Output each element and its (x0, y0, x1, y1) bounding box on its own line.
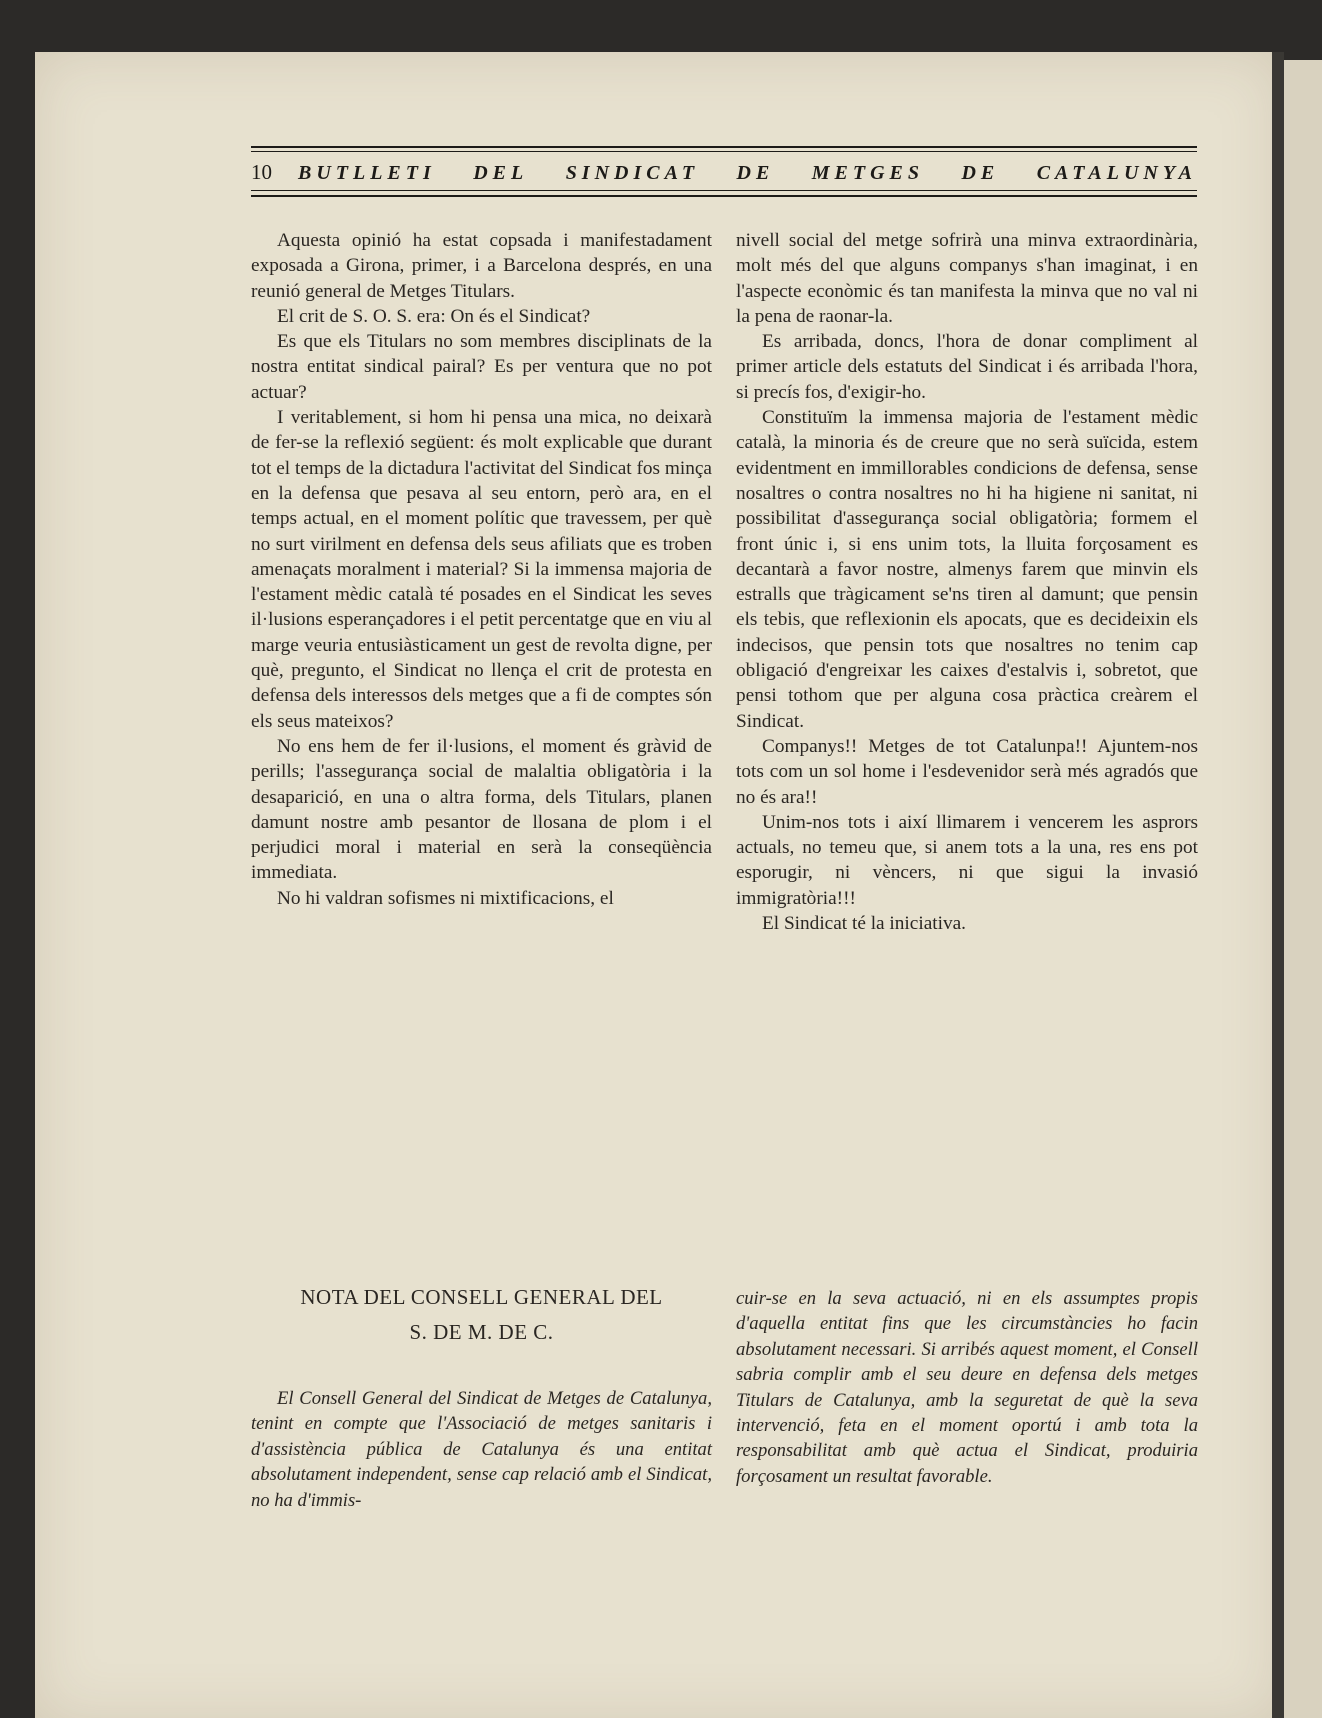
nota-column-left (251, 1386, 712, 1513)
nota-heading (251, 1280, 712, 1350)
masthead-word: DEL (473, 162, 529, 184)
paragraph: Constituïm la immensa majoria de l'estament mèdic català, la minoria és de creure que no serà suïcida, estem evidentment en immillorables condicions de defensa, sense nosaltres o contra nosaltres no hi ha higiene ni sanitat, ni possibilitat d'assegurança social obligatòria; formem el front únic i, si ens unim tots, la lluita forçosament es decantarà a favor nostre, almenys farem que minvin els estralls que tràgicament se'ns tiren al damunt; que pensin els tebis, que reflexionin els apocats, que es decideixin els indecisos, que pensin tots que nosaltres no tenim cap obligació d'engreixar les caixes d'estalvis i, sobretot, que pensi tothom que per alguna cosa pràctica creàrem el Sindicat. (736, 407, 1198, 732)
paragraph: Companys!! Metges de tot Catalunpa!! Ajuntem-nos tots com un sol home i l'esdevenidor serà més agradós que no és ara!! (736, 735, 1198, 808)
paragraph: I veritablement, si hom hi pensa una mica, no deixarà de fer-se la reflexió següent: és molt explicable que durant tot el temps de la dictadura l'activitat del Sindicat fos minça en la defensa que pesava al seu entorn, però ara, en el temps actual, en el moment polític que travessem, per què no surt virilment en defensa dels seus afiliats que es troben amenaçats moralment i material? Si la immensa majoria de l'estament mèdic català té posades en el Sindicat les seves il·lusions esperançadores i el petit percentatge que en viu al marge veuria entusiàsticament un gest de revolta digne, per què, pregunto, el Sindicat no llença el crit de protesta en defensa dels interessos dels metges que a fi de comptes són els seus mateixos? (251, 407, 712, 732)
header-rule-top (251, 146, 1197, 148)
paragraph: Es que els Titulars no som membres disciplinats de la nostra entitat sindical pairal? Es per ventura que no pot actuar? (251, 331, 712, 403)
header-rule-bottom-thin (251, 190, 1197, 191)
paragraph: No ens hem de fer il·lusions, el moment és gràvid de perills; l'assegurança social de malaltia obligatòria i la desaparició, en una o altra forma, dels Titulars, planen damunt nostre amb pesantor de llosana de plom i el perjudici moral i material en serà la conseqüència immediata. (251, 735, 712, 884)
page-gutter (1272, 52, 1284, 1718)
masthead-word: SINDICAT (565, 162, 700, 184)
page-header (251, 146, 1197, 198)
header-rule-top-thin (251, 151, 1197, 152)
page-number: 10 (251, 160, 272, 184)
paragraph: El Sindicat té la iniciativa. (762, 913, 966, 935)
nota-paragraph: El Consell General del Sindicat de Metges de Catalunya, tenint en compte que l'Associació de metges sanitaris i d'assistència pública de Catalunya és una entitat absolutament independent, sense cap relació amb el Sindicat, no ha d'immis- (251, 1388, 712, 1511)
nota-column-right (736, 1286, 1198, 1489)
paragraph: Unim-nos tots i així llimarem i vencerem les asprors actuals, no temeu que, si anem tots a la una, res ens pot esporugir, ni vèncers, ni que sigui la invasió immigratòria!!! (736, 811, 1198, 909)
article-column-left (251, 228, 712, 911)
nota-heading-line: S. DE M. DE C. (409, 1320, 554, 1344)
header-text (251, 160, 1197, 185)
masthead-word: CATALUNYA (1036, 162, 1197, 184)
paragraph-continuation: nivell social del metge sofrirà una minva extraordinària, molt més del que alguns companys s'han imaginat, i en l'aspecte econòmic és tan manifesta la minva que no val ni la pena de raonar-la. (736, 230, 1198, 327)
masthead-word: DE (961, 162, 1000, 184)
paragraph: No hi valdran sofismes ni mixtificacions, el (277, 887, 614, 909)
article-column-right (736, 228, 1198, 936)
paragraph: El crit de S. O. S. era: On és el Sindicat? (277, 305, 591, 327)
nota-heading-line: NOTA DEL CONSELL GENERAL DEL (300, 1285, 663, 1309)
masthead-title (298, 162, 1197, 185)
masthead-word: BUTLLETI (298, 162, 436, 184)
paragraph: Aquesta opinió ha estat copsada i manifestadament exposada a Girona, primer, i a Barcelona després, en una reunió general de Metges Titulars. (251, 230, 712, 302)
nota-paragraph: cuir-se en la seva actuació, ni en els assumptes propis d'aquella entitat fins que les circumstàncies ho facin absolutament necessari. Si arribés aquest moment, el Consell sabria complir amb el seu deure en defensa dels metges Titulars de Catalunya, amb la seguretat de què la seva intervenció, feta en el moment oportú i amb tota la responsabilitat amb què actua el Sindicat, produiria forçosament un resultat favorable. (736, 1288, 1198, 1487)
masthead-word: DE (736, 162, 775, 184)
paragraph: Es arribada, doncs, l'hora de donar compliment al primer article dels estatuts del Sindicat i és arribada l'hora, si precís fos, d'exigir-ho. (736, 331, 1198, 403)
masthead-word: METGES (811, 162, 925, 184)
adjacent-page-edge (1282, 60, 1322, 1718)
header-rule-bottom (251, 195, 1197, 197)
